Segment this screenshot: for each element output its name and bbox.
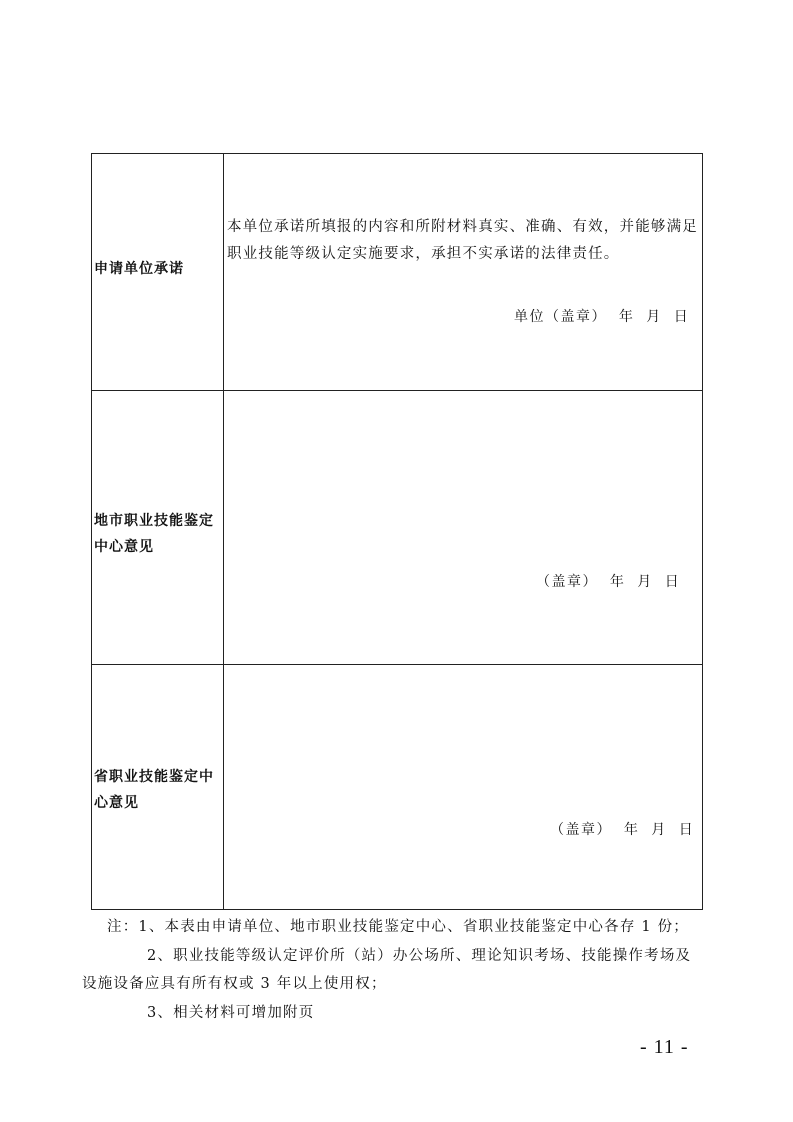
page-number: - 11 - [640, 1036, 689, 1058]
content-cell-city-center [224, 391, 703, 665]
note-line-2: 2、职业技能等级认定评价所（站）办公场所、理论知识考场、技能操作考场及 [147, 947, 692, 964]
label-cell-city-center [92, 391, 224, 665]
province-center-seal-date: （盖章） 年 月 日 [550, 822, 695, 838]
application-form-table [91, 153, 703, 910]
pledge-statement: 本单位承诺所填报的内容和所附材料真实、准确、有效，并能够满足职业技能等级认定实施要求，承担不实承诺的法律责任。 [227, 219, 698, 262]
note-line-1: 注：1、本表由申请单位、地市职业技能鉴定中心、省职业技能鉴定中心各存 1 份； [107, 919, 689, 935]
applicant-seal-date: 单位（盖章） 年 月 日 [514, 309, 690, 325]
form-row-province-center-opinion [92, 665, 703, 910]
label-cell-applicant-pledge [92, 154, 224, 391]
city-center-opinion-label: 地市职业技能鉴定中心意见 [94, 513, 214, 555]
note-line-3: 设施设备应具有所有权或 3 年以上使用权； [82, 976, 387, 992]
form-notes [82, 913, 707, 1027]
content-cell-applicant-pledge [224, 154, 703, 391]
province-center-opinion-label: 省职业技能鉴定中心意见 [94, 769, 214, 811]
city-center-seal-date: （盖章） 年 月 日 [536, 574, 681, 590]
form-row-applicant-pledge [92, 154, 703, 391]
applicant-pledge-label: 申请单位承诺 [94, 261, 184, 277]
form-row-city-center-opinion [92, 391, 703, 665]
content-cell-province-center [224, 665, 703, 910]
label-cell-province-center [92, 665, 224, 910]
note-line-4: 3、相关材料可增加附页 [147, 1004, 315, 1021]
